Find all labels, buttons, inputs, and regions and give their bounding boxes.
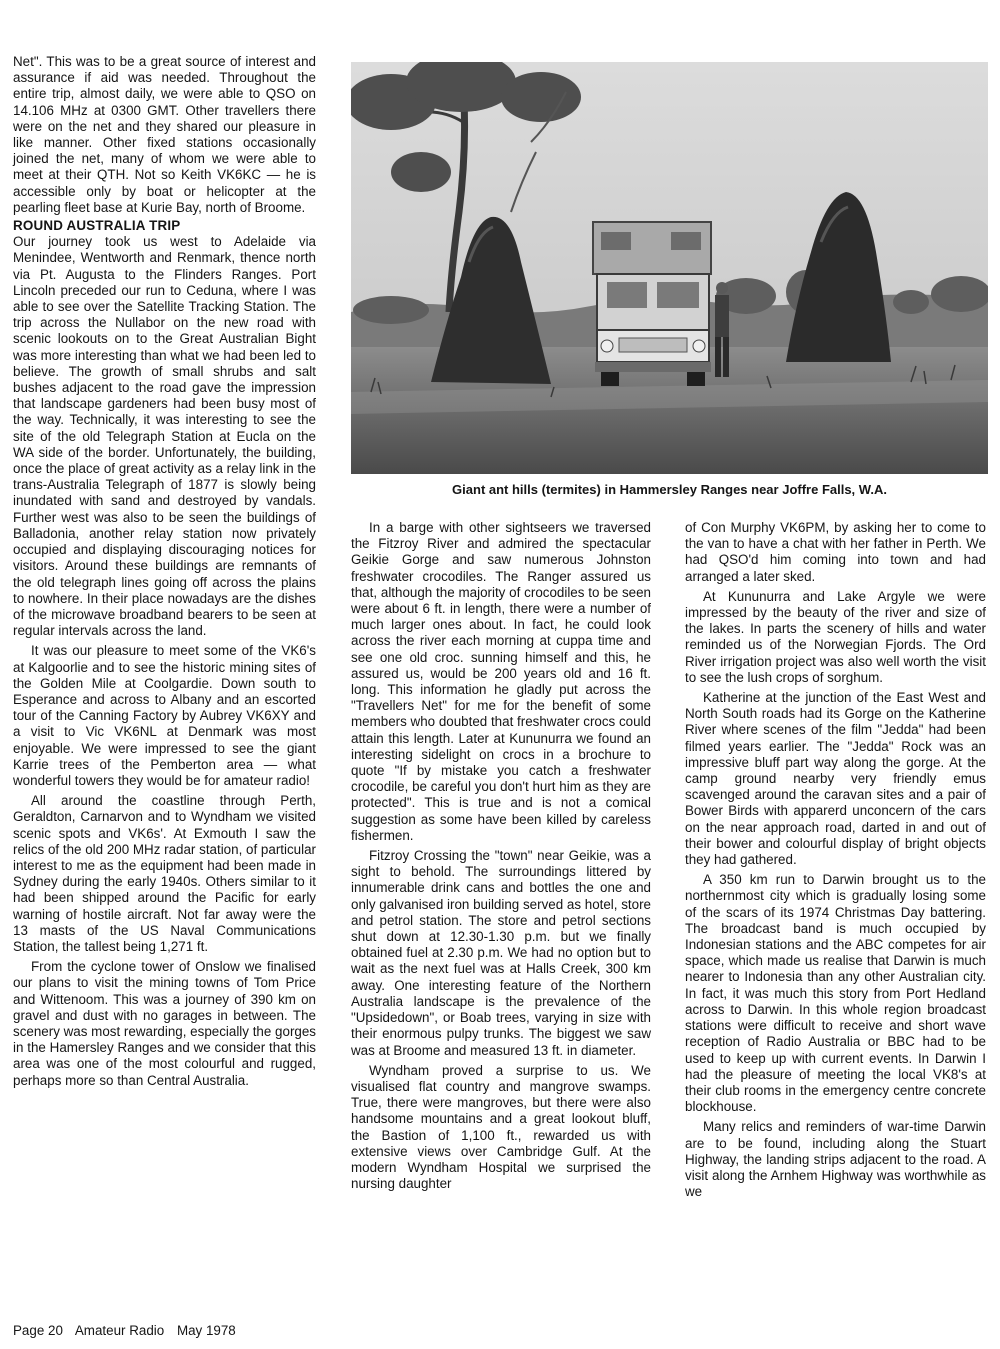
text-column-2 <box>351 520 651 1192</box>
paragraph: A 350 km run to Darwin brought us to the northernmost city which is gradually losing some of the scars of its 1974 Christmas Day battering. The broadcast band is much occupied by Indonesian stations and the ABC competes for air space, which made us realise that Darwin is much nearer to Indonesia than any other Australian city. In fact, it was much this story from Port Hedland across to Darwin. In this whole region broadcast stations were difficult to receive and short wave reception of Radio Australia or BBC had to be used to keep up with current events. In Darwin I had the pleasure of meeting the local VK8's at their club rooms in the emergency centre concrete blockhouse. <box>685 872 986 1115</box>
text-column-1 <box>13 54 316 1089</box>
page-footer <box>13 1323 245 1339</box>
paragraph: At Kununurra and Lake Argyle we were impressed by the beauty of the river and size of the lakes. In parts the scenery of hills and water reminded us of the Norwegian Fjords. The Ord River irrigation project was also well worth the visit to see the lush crops of sorghum. <box>685 588 986 685</box>
paragraph: From the cyclone tower of Onslow we finalised our plans to visit the mining towns of Tom Price and Wittenoom. This was a journey of 390 km on gravel and dust with no garages in between. The scenery was most rewarding, especially the gorges in the Hamersley Ranges and we consider that this area was one of the most colourful and rugged, perhaps more so than Central Australia. <box>13 959 316 1088</box>
paragraph: Katherine at the junction of the East West and North South roads had its Gorge on the Katherine River where scenes of the film "Jedda" had been filmed years earlier. The "Jedda" Rock was an impressive bluff part way along the gorge. At the camp ground nearby very friendly emus scavenged around the caravan sites and a pair of Bower Birds with apparerd unconcern of the cars on the near approach road, darted in and out of their bower and colourful display of bright objects they had gathered. <box>685 690 986 868</box>
paragraph: Net". This was to be a great source of interest and assurance if aid was needed. Throughout the entire trip, almost daily, we were able to QSO on 14.106 MHz at 0300 GMT. Other travellers there were on the net and they shared our pleasure in like manner. Other fixed stations occasionally joined the net, many of whom we were able to meet at their QTH. Not so Keith VK6KC — he is accessible only by boat or helicopter at the pearling fleet base at Kurie Bay, north of Broome. <box>13 54 316 215</box>
issue-date: May 1978 <box>176 1323 236 1338</box>
section-heading: ROUND AUSTRALIA TRIP <box>13 218 181 234</box>
paragraph: In a barge with other sightseers we traversed the Fitzroy River and admired the spectacular Geikie Gorge and saw numerous Johnston freshwater crocodiles. The Ranger assured us that, although the majority of crocodiles to be seen were about 6 ft. in length, there were a number of much larger ones about. In fact, he could look across the river each morning at cuppa time and see one old croc. sunning himself and this, he assured us, would be 200 years old and 16 ft. long. This information he gladly put across the "Travellers Net" for me for the benefit of some members who doubted that freshwater crocs could attain this length. Later at Kununurra we found an interesting sidelight on crocs in a brochure to quote "If by mistake you catch a freshwater crocodile, be careful you don't hurt him as they are protected". This is true and is not a comical suggestion as some have been killed by careless fishermen. <box>351 520 651 843</box>
paragraph: of Con Murphy VK6PM, by asking her to come to the van to have a chat with her father in Perth. We had QSO'd him coming into town and had arranged a later sked. <box>685 520 986 584</box>
paragraph: Our journey took us west to Adelaide via Menindee, Wentworth and Renmark, thence north via Pt. Augusta to the Flinders Ranges. Port Lincoln preceded our run to Ceduna, where I was able to see over the Satellite Tracking Station. The trip across the Nullabor on the new road with scenic lookouts on to the Great Australian Bight was more interesting than what we had been led to believe. The growth of small shrubs and salt bushes adjacent to the road gave the impression that landscape gardeners had been busy most of the way. Technically, it was interesting to see the site of the old Telegraph Station at Eucla on the WA side of the border. Unfortunately, the building, once the place of great activity as a relay link in the trans-Australia Telegraph of 1877 is slowly being inundated with sand and destroyed by vandals. Further west was also to be seen the buildings of Balladonia, another relay station now privately occupied and displaying discouraging notices for visitors. Around these buildings are remnants of the old telegraph lines going off across the plains to nowhere. In their place nowadays are the dishes of the microwave broadband bearers to be seen at regular intervals across the land. <box>13 234 316 639</box>
paragraph: Many relics and reminders of war-time Darwin are to be found, including along the Stuart Highway, the landing strips adjacent to the road. A visit along the Arnhem Highway was worthwhile as we <box>685 1119 986 1200</box>
photo-illustration <box>351 62 988 474</box>
page-number: Page 20 <box>13 1323 63 1338</box>
photo-caption: Giant ant hills (termites) in Hammersley Ranges near Joffre Falls, W.A. <box>452 482 887 497</box>
paragraph: Wyndham proved a surprise to us. We visualised flat country and mangrove swamps. True, there were mangroves, but there were also handsome mountains and a great lookout bluff, the Bastion of 1,100 ft., rewarded us with extensive views over Cambridge Gulf. At the modern Wyndham Hospital we surprised the nursing daughter <box>351 1062 651 1192</box>
photo-ant-hills <box>351 62 988 474</box>
text-column-3 <box>685 520 986 1200</box>
magazine-title: Amateur Radio <box>74 1323 165 1338</box>
paragraph: Fitzroy Crossing the "town" near Geikie, was a sight to behold. The surroundings littered by innumerable drink cans and bottles the one and only galvanised iron building served as hotel, store and petrol station. The store and petrol sections shut down at 12.30-1.30 p.m. but we finally obtained fuel at 2.30 p.m. We had no option but to wait as the next fuel was at Halls Creek, 300 km away. One interesting feature of the Northern Australia landscape is the prevalence of the "Upsidedown", or Boab trees, varying in size with their enormous pulpy trunks. The biggest we saw was at Broome and measured 13 ft. in diameter. <box>351 848 651 1058</box>
paragraph: All around the coastline through Perth, Geraldton, Carnarvon and to Wyndham we visited scenic spots and VK6s'. At Exmouth I saw the relics of the old 200 MHz radar station, of particular interest to me as the equipment had been made in Sydney during the early 1940s. Others similar to it had been shipped around the Pacific for early warning of hostile aircraft. Not far away were the 13 masts of the US Naval Communications Station, the tallest being 1,271 ft. <box>13 793 316 954</box>
paragraph: It was our pleasure to meet some of the VK6's at Kalgoorlie and to see the historic mining sites of the Golden Mile at Coolgardie. Down south to Esperance and across to Albany and an escorted tour of the Canning Factory by Aubrey VK6XY and a visit to Vic VK6NL at Denmark was most enjoyable. We were impressed to see the giant Karrie trees of the Pemberton area — what wonderful towers they would be for amateur radio! <box>13 643 316 788</box>
